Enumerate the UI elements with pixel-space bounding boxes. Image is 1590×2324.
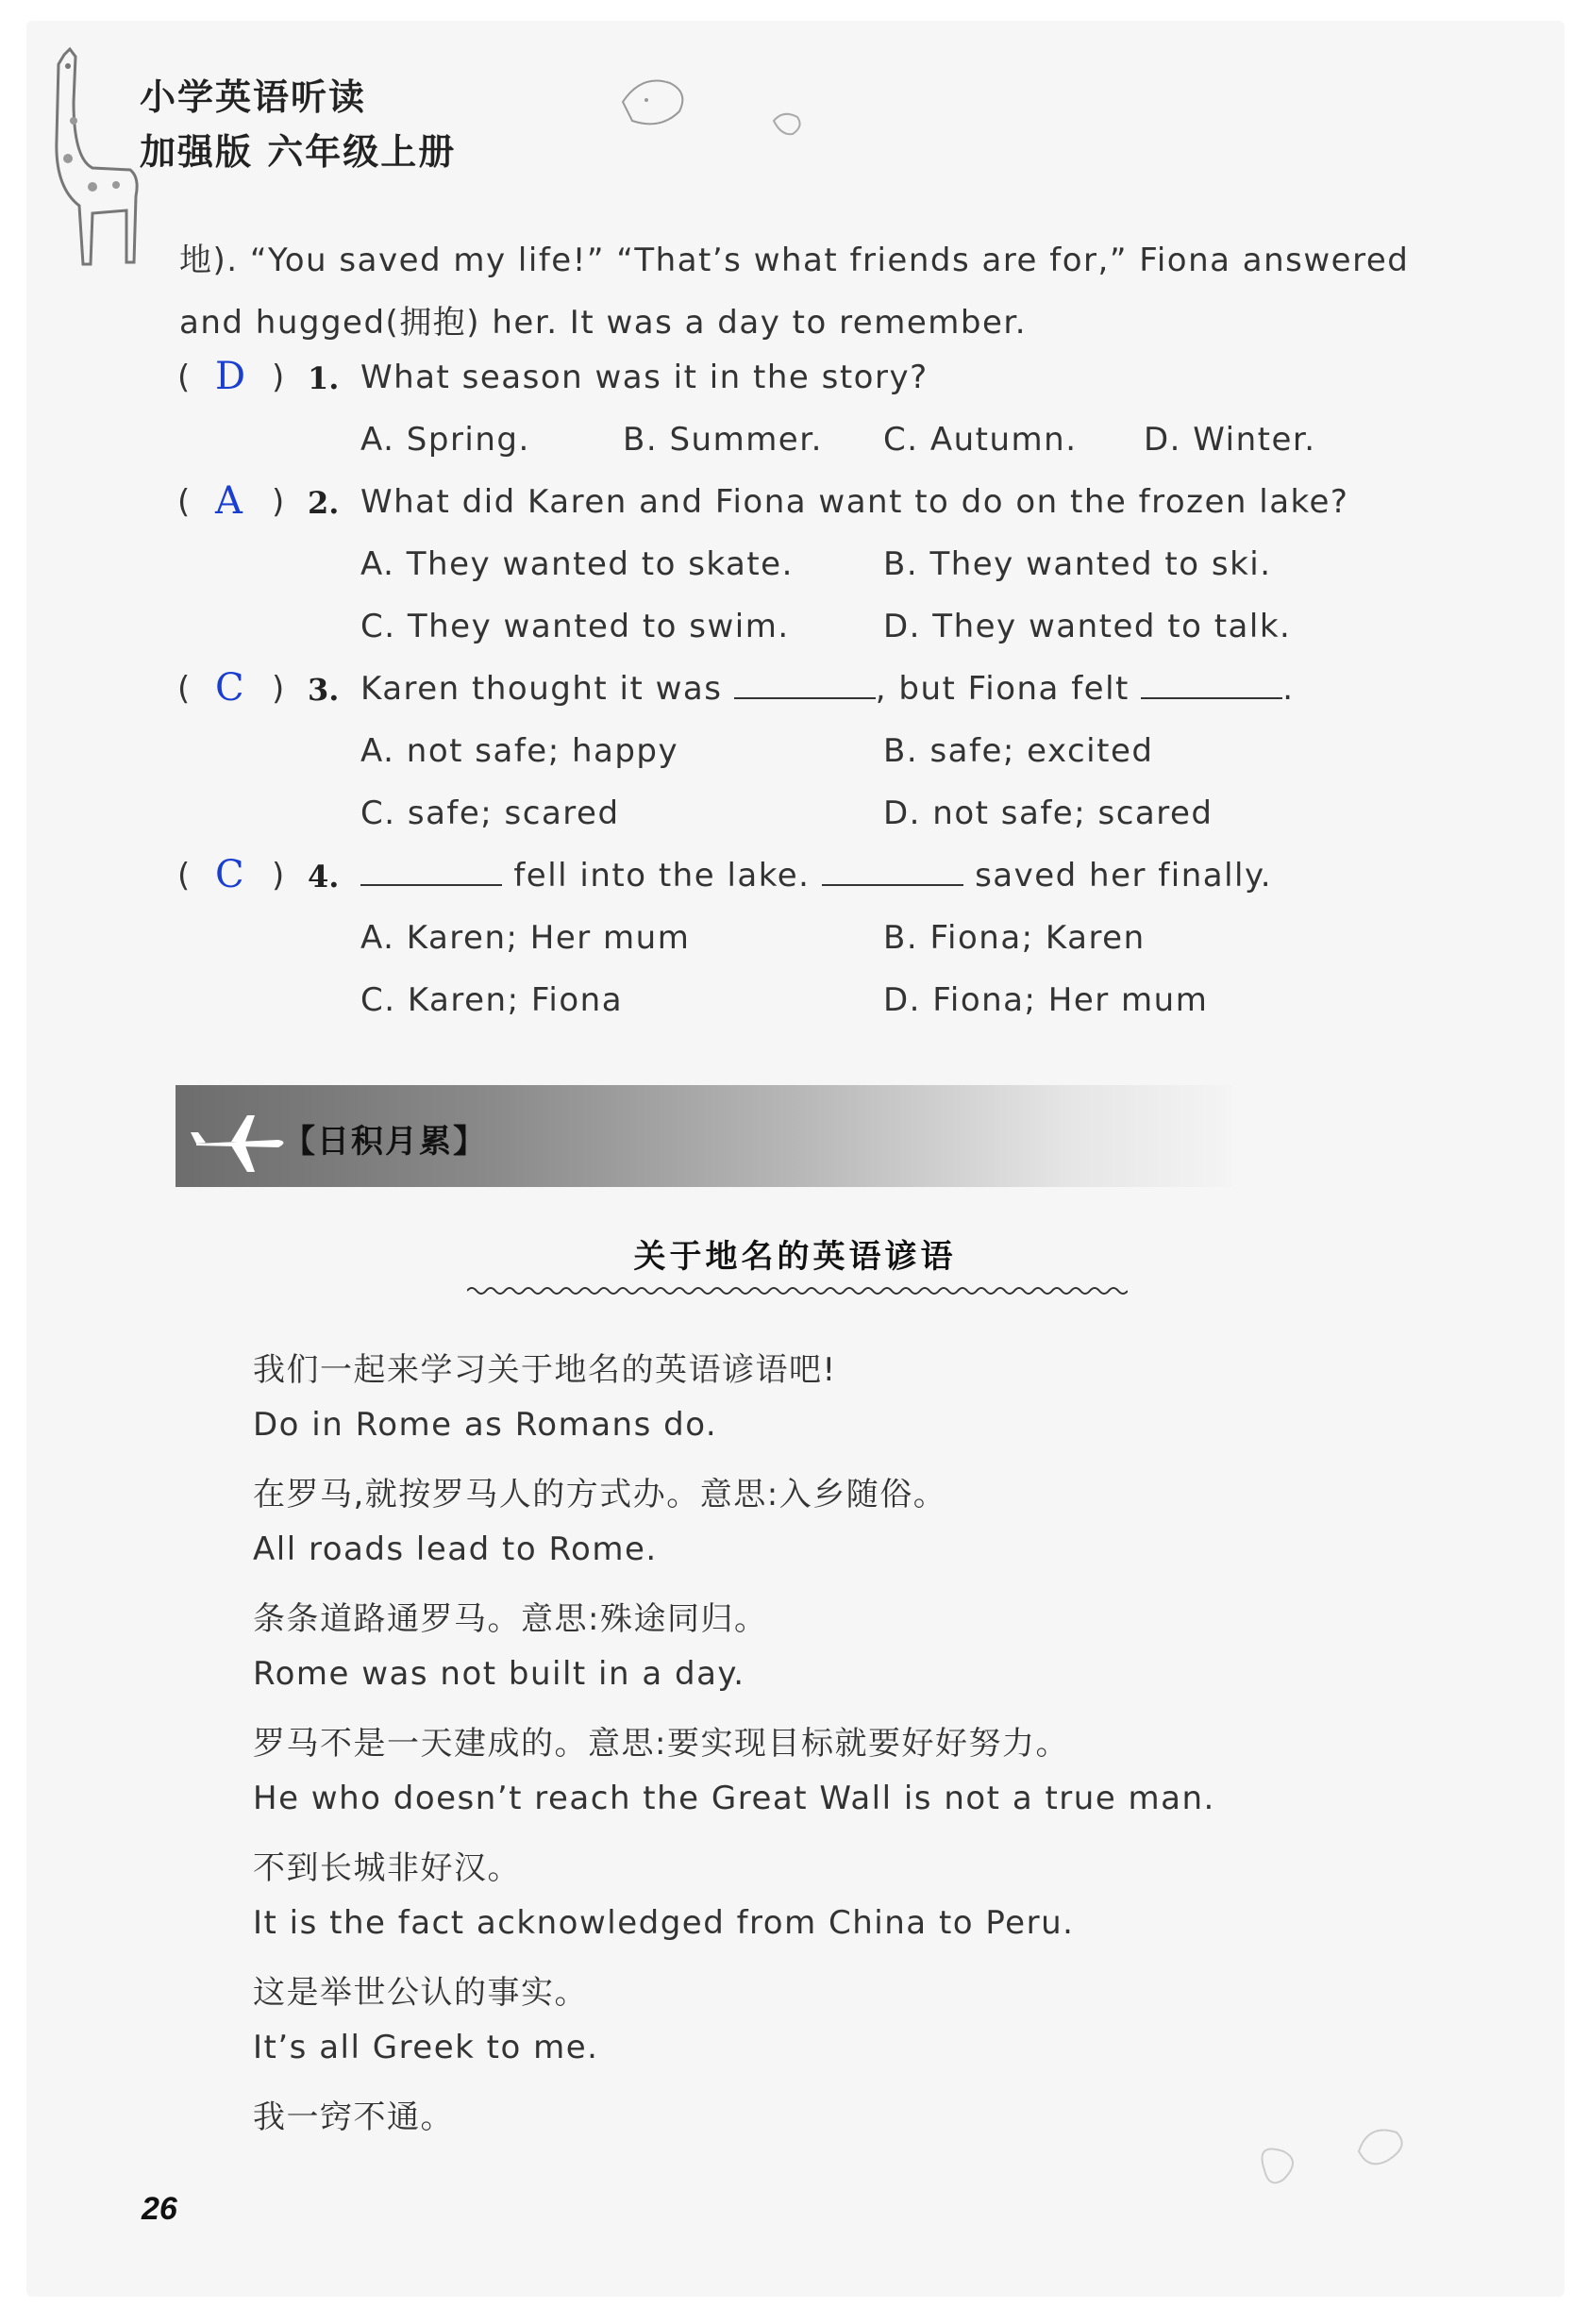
question-number: 4. bbox=[308, 859, 340, 894]
option-d: D. Winter. bbox=[1144, 421, 1316, 459]
option-a: A. Karen; Her mum bbox=[360, 919, 691, 957]
option-d: D. They wanted to talk. bbox=[883, 608, 1292, 645]
question-number: 1. bbox=[308, 360, 340, 396]
option-b: B. Fiona; Karen bbox=[883, 919, 1146, 957]
bird-doodle-icon bbox=[604, 55, 849, 159]
butterfly-doodle-icon bbox=[1246, 2114, 1434, 2208]
airplane-icon bbox=[189, 1104, 293, 1179]
page-number: 26 bbox=[142, 2191, 177, 2227]
proverb-line: He who doesn’t reach the Great Wall is not a true man. bbox=[253, 1780, 1215, 1817]
option-a: A. They wanted to skate. bbox=[360, 545, 794, 583]
proverb-line: 不到长城非好汉。 bbox=[253, 1849, 521, 1887]
proverb-line: It’s all Greek to me. bbox=[253, 2029, 599, 2066]
option-a: A. not safe; happy bbox=[360, 732, 679, 770]
proverb-line: It is the fact acknowledged from China to Peru. bbox=[253, 1904, 1075, 1942]
book-edition: 加强版 六年级上册 bbox=[140, 131, 457, 173]
question-number: 2. bbox=[308, 485, 340, 521]
proverb-line: 我们一起来学习关于地名的英语谚语吧! bbox=[253, 1351, 837, 1389]
option-b: B. safe; excited bbox=[883, 732, 1154, 770]
proverb-line: 条条道路通罗马。意思:殊途同归。 bbox=[253, 1600, 768, 1638]
option-b: B. They wanted to ski. bbox=[883, 545, 1272, 583]
blank bbox=[1141, 671, 1282, 699]
passage-line-1: 地). “You saved my life!” “That’s what friends are for,” Fiona answered bbox=[179, 242, 1410, 279]
option-b: B. Summer. bbox=[623, 421, 823, 459]
proverb-line: Rome was not built in a day. bbox=[253, 1655, 745, 1693]
passage-line-2: and hugged(拥抱) her. It was a day to remember. bbox=[179, 304, 1028, 342]
section-title: 关于地名的英语谚语 bbox=[633, 1238, 957, 1276]
proverb-line: 这是举世公认的事实。 bbox=[253, 1974, 588, 2012]
option-c: C. Autumn. bbox=[883, 421, 1078, 459]
wavy-underline bbox=[467, 1283, 1128, 1298]
option-c: C. safe; scared bbox=[360, 794, 620, 832]
answer-2: A bbox=[215, 479, 243, 523]
option-a: A. Spring. bbox=[360, 421, 530, 459]
answer-4: C bbox=[215, 853, 244, 896]
option-c: C. Karen; Fiona bbox=[360, 981, 624, 1019]
blank bbox=[822, 858, 963, 886]
option-d: D. not safe; scared bbox=[883, 794, 1213, 832]
proverb-line: 罗马不是一天建成的。意思:要实现目标就要好好努力。 bbox=[253, 1725, 1069, 1763]
question-number: 3. bbox=[308, 672, 340, 708]
answer-1: D bbox=[215, 355, 246, 398]
banner-title: 【日积月累】 bbox=[283, 1123, 487, 1161]
proverb-line: All roads lead to Rome. bbox=[253, 1530, 658, 1568]
question-stem: Karen thought it was , but Fiona felt . bbox=[360, 670, 1295, 708]
answer-3: C bbox=[215, 666, 244, 710]
proverb-line: 我一窍不通。 bbox=[253, 2098, 454, 2136]
option-c: C. They wanted to swim. bbox=[360, 608, 790, 645]
question-stem: fell into the lake. saved her finally. bbox=[360, 857, 1272, 894]
option-d: D. Fiona; Her mum bbox=[883, 981, 1209, 1019]
giraffe-icon bbox=[36, 45, 149, 272]
proverb-line: Do in Rome as Romans do. bbox=[253, 1406, 718, 1444]
question-stem: What season was it in the story? bbox=[360, 359, 929, 396]
question-stem: What did Karen and Fiona want to do on the frozen lake? bbox=[360, 483, 1349, 521]
book-title: 小学英语听读 bbox=[140, 76, 367, 118]
blank bbox=[360, 858, 502, 886]
proverb-line: 在罗马,就按罗马人的方式办。意思:入乡随俗。 bbox=[253, 1476, 947, 1513]
blank bbox=[734, 671, 876, 699]
